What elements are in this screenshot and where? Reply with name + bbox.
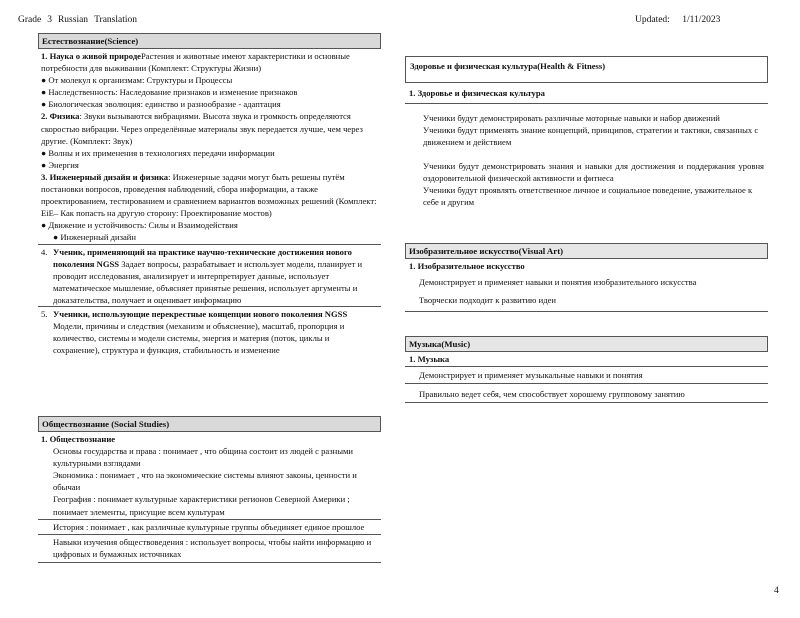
science-bullet: ● Волны и их применения в технологиях передачи информации (41, 147, 275, 158)
science-item-4-title: Ученик, применяющий на практике научно-технические достижения нового поколения NGSS (53, 246, 352, 269)
science-item-3 (41, 171, 378, 219)
science-item-1-text: Растения и животные имеют характеристики и основные потребности для выживании (Комплект: Структуры Жизни) (41, 51, 350, 74)
social-item: Навыки изучения обществоведения : использует вопросы, чтобы найти информацию и цифровых и бумажных источниках (53, 536, 372, 559)
science-item-3-text: : Инженерные задачи могут быть решены путём постановки вопросов, проведения наблюдений, сбора информации, а также проектированием, тестированием и сравнением вариантов возможных решений (Комплект: EiE– Как попасть на другую сторону: Проектирование мостов) (41, 171, 377, 218)
social-item: Основы государства и права : понимает , что община состоит из людей с разными культурными взглядами (53, 446, 354, 469)
science-item-1 (41, 50, 378, 74)
art-section (405, 243, 768, 312)
music-section (405, 336, 768, 403)
social-item: Экономика : понимает , что на экономические системы влияют законы, ценности и обычаи (53, 470, 357, 493)
updated-date: 1/11/2023 (682, 15, 721, 25)
art-item: Творчески подходит к развитию идеи (419, 295, 556, 306)
music-item: Демонстрирует и применяет музыкальные навыки и понятия (419, 370, 643, 381)
science-bullet: ● Инженерный дизайн (53, 231, 136, 242)
science-bullet: ● Движение и устойчивость: Силы и Взаимодействия (41, 219, 238, 230)
science-item-4 (38, 244, 381, 306)
science-bullet: ● Наследственность: Наследование признаков и изменение признаков (41, 87, 298, 98)
social-item: География : понимает культурные характеристики регионов Северной Америки ; понимает элементы, присущие всем культурам (53, 494, 350, 517)
science-item-4-num: 4. (41, 246, 48, 257)
science-section (38, 33, 381, 356)
science-item-5 (38, 306, 381, 356)
page-number: 4 (774, 586, 779, 596)
health-item: Ученики будут проявлять ответственное личное и социальное поведение, уважительное к себе и другим (423, 185, 753, 208)
art-item: Демонстрирует и применяет навыки и понятия изобразительного искусства (419, 277, 697, 288)
science-item-5-text: Модели, причины и следствия (механизм и объяснение), масштаб, пропорция и количество, системы и модели системы, энергия и материя (поток, циклы и сохранение), структура и функция, стабильность и изменение (53, 321, 345, 356)
grade-label: Grade (18, 15, 42, 25)
science-item-1-title: 1. Наука о живой природе (41, 51, 141, 62)
kind-label: Translation (94, 15, 137, 25)
social-item: История : понимает , как различные культурные группы объединяет единое прошлое (53, 521, 365, 532)
document-header-left (18, 14, 143, 27)
science-bullet: ● Биологическая эволюция: единство и разнообразие - адаптация (41, 99, 281, 110)
social-subtitle: 1. Обществознание (41, 434, 116, 445)
document-header-right (635, 14, 720, 27)
music-subtitle: 1. Музыка (409, 354, 450, 365)
art-title: Изобразительное искусство(Visual Art) (405, 243, 768, 259)
health-title: Здоровье и физическая культура(Health & Fitness) (405, 56, 768, 82)
science-title: Естествознание(Science) (38, 33, 381, 49)
health-subtitle: 1. Здоровье и физическая культура (409, 88, 545, 98)
health-item: Ученики будут применять знание концепций, принципов, стратегии и тактики, связанных с движением и действием (423, 125, 759, 148)
science-item-2 (41, 110, 378, 146)
science-bullet: ● Энергия (41, 159, 79, 170)
music-title: Музыка(Music) (405, 336, 768, 352)
updated-label: Updated: (635, 15, 670, 25)
grade-number: 3 (47, 15, 52, 25)
science-item-5-num: 5. (41, 308, 48, 319)
science-item-3-title: 3. Инженерный дизайн и физика (41, 171, 169, 182)
science-bullet: ● От молекул к организмам: Структуры и Процессы (41, 75, 233, 86)
language-label: Russian (57, 15, 89, 25)
health-section (405, 56, 768, 208)
science-item-5-title: Ученики, использующие перекрестные концепции нового поколения NGSS (53, 308, 348, 319)
social-title: Обществознание (Social Studies) (38, 416, 381, 432)
social-section (38, 416, 381, 563)
health-item: Ученики будут демонстрировать различные моторные навыки и набор движений (423, 113, 720, 124)
art-subtitle: 1. Изобразительное искусство (409, 261, 525, 272)
science-item-4-text: Задает вопросы, разрабатывает и использует модели, планирует и проводит исследования, анализирует и интерпретирует данные, использует математическое мышление, объясняет принятые решения, использует аргументы и доказательства, получает и оценивает информацию (53, 258, 363, 305)
health-item: Ученики будут демонстрировать знания и навыки для достижения и поддержания уровня оздоровительной физической активности и фитнеса (423, 161, 764, 184)
science-item-2-text: : Звуки вызываются вибрациями. Высота звука и громкость определяются скоростью вибрации. Через определённые материалы звук передается лучше, чем через другие. (Комплект: Звук) (41, 111, 363, 146)
music-item: Правильно ведет себя, чем способствует хорошему групповому занятию (419, 389, 685, 400)
science-item-2-title: 2. Физика (41, 111, 80, 122)
